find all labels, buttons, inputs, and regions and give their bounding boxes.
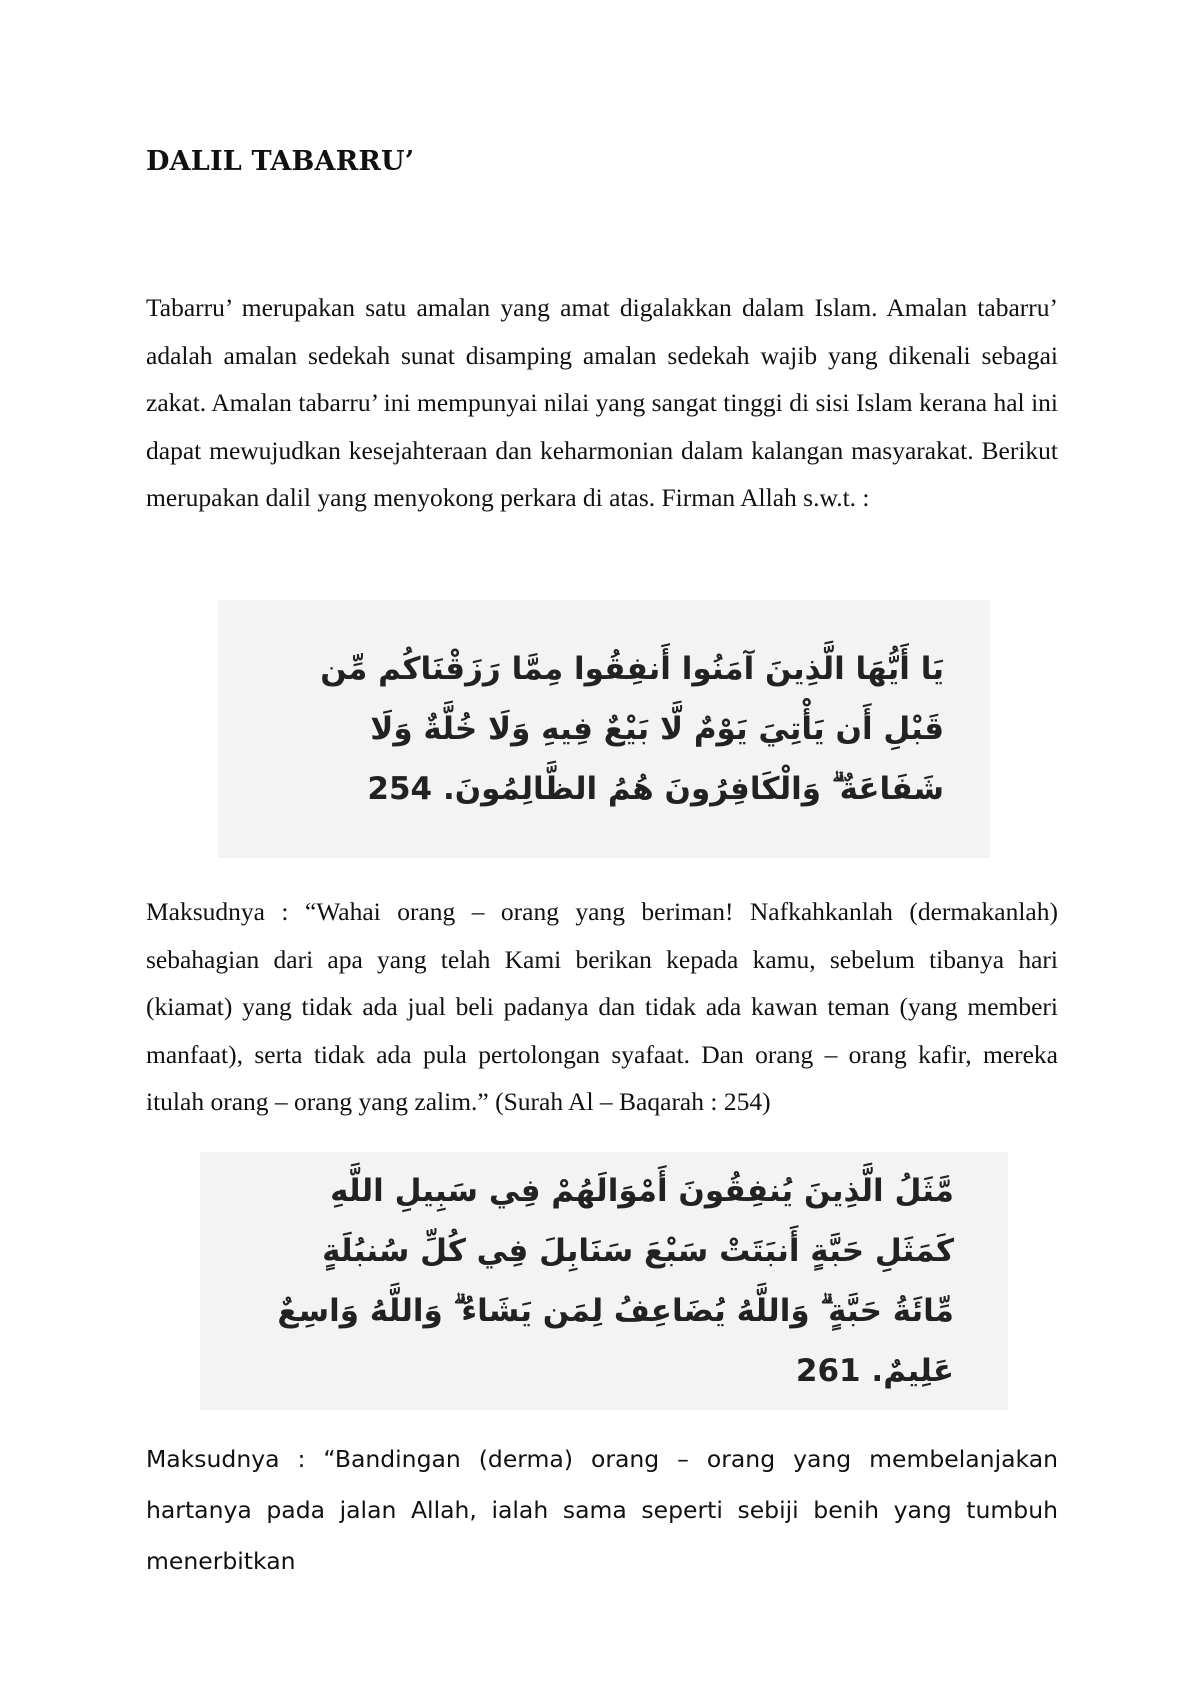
verse-box-261: [200, 1152, 1008, 1410]
verse-261-text: [254, 1161, 954, 1401]
verse-254-number: 254: [367, 771, 433, 807]
document-title: DALIL TABARRU’: [146, 146, 415, 177]
verse-261-number: 261: [795, 1353, 861, 1389]
verse-261-arabic: مَّثَلُ الَّذِينَ يُنفِقُونَ أَمْوَالَهُمْ فِي سَبِيلِ اللَّهِ كَمَثَلِ حَبَّةٍ أَنبَتَتْ سَبْعَ سَنَابِلَ فِي كُلِّ سُنبُلَةٍ مِّائَةُ حَبَّةٍ ۗ وَاللَّهُ يُضَاعِفُ لِمَن يَشَاءُ ۗ وَاللَّهُ وَاسِعٌ عَلِيمٌ.: [277, 1173, 954, 1389]
verse-254-arabic: يَا أَيُّهَا الَّذِينَ آمَنُوا أَنفِقُوا مِمَّا رَزَقْنَاكُم مِّن قَبْلِ أَن يَأْتِيَ يَوْمٌ لَّا بَيْعٌ فِيهِ وَلَا خُلَّةٌ وَلَا شَفَاعَةٌ ۗ وَالْكَافِرُونَ هُمُ الظَّالِمُونَ.: [320, 651, 944, 807]
meaning-paragraph-261: Maksudnya : “Bandingan (derma) orang – orang yang membelanjakan hartanya pada jalan Allah, ialah sama seperti sebiji benih yang tumbuh menerbitkan: [146, 1445, 1058, 1575]
intro-paragraph: Tabarru’ merupakan satu amalan yang amat digalakkan dalam Islam. Amalan tabarru’ adalah amalan sedekah sunat disamping amalan sedekah wajib yang dikenali sebagai zakat. Amalan tabarru’ ini mempunyai nilai yang sangat tinggi di sisi Islam kerana hal ini dapat mewujudkan kesejahteraan dan keharmonian dalam kalangan masyarakat. Berikut merupakan dalil yang menyokong perkara di atas. Firman Allah s.w.t. :: [146, 293, 1058, 512]
meaning-paragraph-254: Maksudnya : “Wahai orang – orang yang beriman! Nafkahkanlah (dermakanlah) sebahagian dari apa yang telah Kami berikan kepada kamu, sebelum tibanya hari (kiamat) yang tidak ada jual beli padanya dan tidak ada kawan teman (yang memberi manfaat), serta tidak ada pula pertolongan syafaat. Dan orang – orang kafir, mereka itulah orang – orang yang zalim.” (Surah Al – Baqarah : 254): [146, 897, 1058, 1116]
verse-254-text: [264, 639, 944, 819]
verse-box-254: [218, 600, 990, 858]
